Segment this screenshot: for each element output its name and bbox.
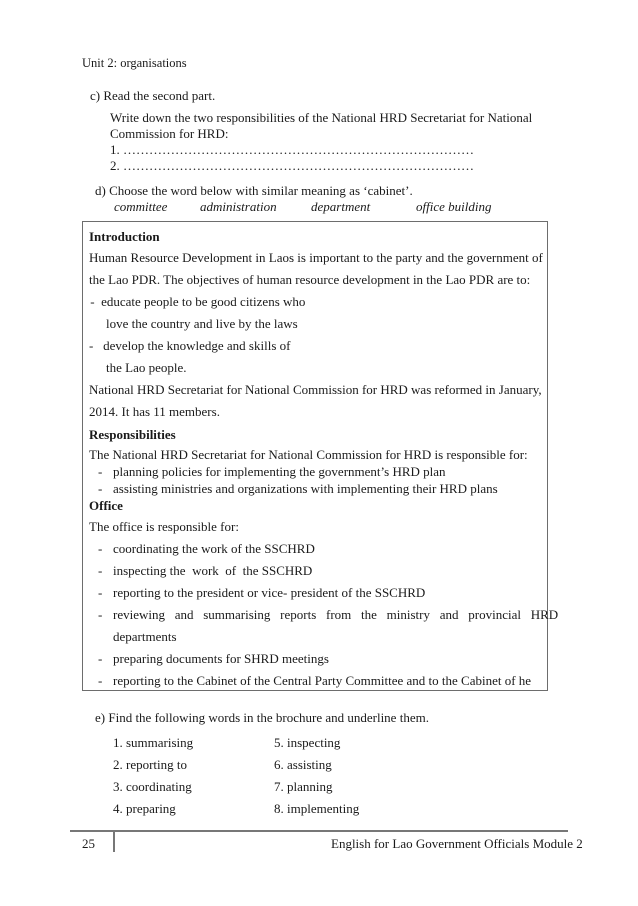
office-item-2: inspecting the work of the SSCHRD (113, 563, 313, 578)
objective-1-line-1: - educate people to be good citizens who (87, 294, 306, 309)
answer-blank-2: 2. ……………………………………………………………………… (110, 158, 474, 173)
objective-1-line-2: love the country and live by the laws (106, 316, 298, 331)
exercise-c-instruction-line1: Write down the two responsibilities of the National HRD Secretariat for National (110, 110, 533, 125)
footer-rule (70, 830, 568, 832)
office-item-5: preparing documents for SHRD meetings (113, 651, 329, 666)
office-item-3: reporting to the president or vice- president of the SSCHRD (113, 585, 426, 600)
word-5: 5. inspecting (274, 735, 341, 750)
office-bullet-3: - (98, 585, 103, 600)
exercise-d-title: d) Choose the word below with similar meaning as ‘cabinet’. (95, 183, 413, 198)
office-item-4-cont: departments (113, 629, 177, 644)
responsibilities-intro: The National HRD Secretariat for National Commission for HRD is responsible for: (89, 447, 528, 462)
office-item-1: coordinating the work of the SSCHRD (113, 541, 315, 556)
office-heading: Office (89, 498, 123, 513)
word-3: 3. coordinating (113, 779, 192, 794)
resp-bullet-1: - (98, 464, 103, 479)
word-1: 1. summarising (113, 735, 194, 750)
office-item-6: reporting to the Cabinet of the Central Party Committee and to the Cabinet of he (113, 673, 532, 688)
office-bullet-1: - (98, 541, 103, 556)
option-administration: administration (200, 199, 277, 214)
office-bullet-2: - (98, 563, 103, 578)
word-6: 6. assisting (274, 757, 332, 772)
footer-module-title: English for Lao Government Officials Module 2 (331, 836, 583, 851)
option-department: department (311, 199, 371, 214)
resp-item-1: planning policies for implementing the government’s HRD plan (113, 464, 446, 479)
office-bullet-6: - (98, 673, 103, 688)
responsibilities-heading: Responsibilities (89, 427, 176, 442)
resp-item-2: assisting ministries and organizations with implementing their HRD plans (113, 481, 498, 496)
footer-divider (113, 832, 115, 852)
answer-blank-1: 1. ……………………………………………………………………… (110, 142, 474, 157)
resp-bullet-2: - (98, 481, 103, 496)
word-4: 4. preparing (113, 801, 176, 816)
intro-line-2: the Lao PDR. The objectives of human resource development in the Lao PDR are to: (89, 272, 531, 287)
office-intro: The office is responsible for: (89, 519, 239, 534)
office-bullet-4: - (98, 607, 103, 622)
word-7: 7. planning (274, 779, 333, 794)
option-office-building: office building (416, 199, 492, 214)
office-bullet-5: - (98, 651, 103, 666)
intro-heading: Introduction (89, 229, 160, 244)
word-2: 2. reporting to (113, 757, 188, 772)
office-item-4: reviewing and summarising reports from the ministry and provincial HRD (113, 607, 559, 622)
exercise-c-instruction-line2: Commission for HRD: (110, 126, 229, 141)
word-8: 8. implementing (274, 801, 360, 816)
exercise-e-title: e) Find the following words in the brochure and underline them. (95, 710, 429, 725)
page-number: 25 (82, 836, 95, 851)
unit-header: Unit 2: organisations (82, 56, 187, 70)
exercise-c-title: c) Read the second part. (90, 88, 216, 103)
option-committee: committee (114, 199, 168, 214)
reform-line-2: 2014. It has 11 members. (89, 404, 220, 419)
intro-line-1: Human Resource Development in Laos is important to the party and the government of (89, 250, 543, 265)
objective-2-line-1: - develop the knowledge and skills of (89, 338, 291, 353)
objective-2-line-2: the Lao people. (106, 360, 187, 375)
reform-line-1: National HRD Secretariat for National Commission for HRD was reformed in January, (89, 382, 542, 397)
